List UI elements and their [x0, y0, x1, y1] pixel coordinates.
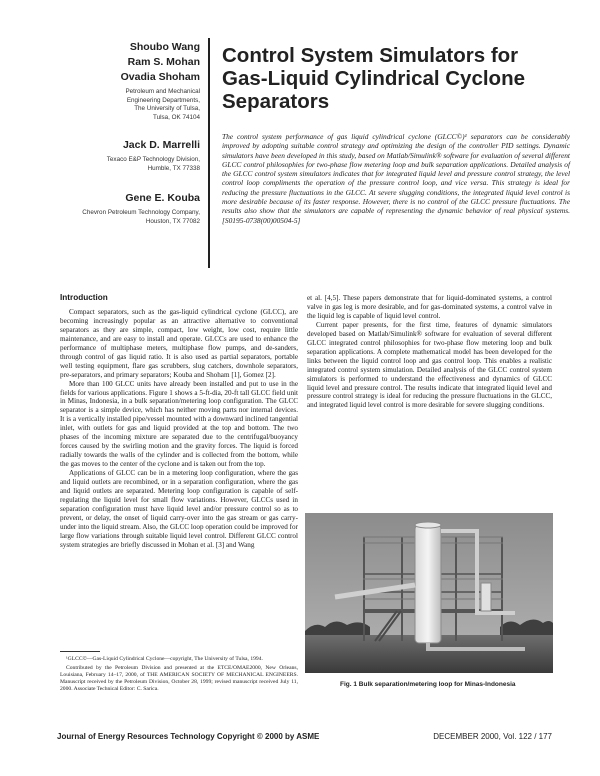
section-heading: Introduction	[60, 293, 108, 302]
author-name: Shoubo Wang	[129, 41, 200, 53]
paragraph: et al. [4,5]. These papers demonstrate that for liquid-dominated systems, a control valve in gas leg is more desirable, and for gas-dominated systems, a control valve in the liquid leg is capable of liquid level control.	[307, 294, 552, 320]
footnote: Contributed by the Petroleum Division and presented at the ETCE/OMAE2000, New Orleans, Louisiana, February 14–17, 2000, of THE AMERICAN SOCIETY OF MECHANICAL ENGINEERS. Manuscript received by the Petroleum Division, October 28, 1999; revised manuscript received July 11, 2000. Associate Technical Editor: C. Sarica.	[60, 664, 298, 692]
author-column	[30, 40, 200, 238]
footer-journal: Journal of Energy Resources Technology Copyright © 2000 by ASME	[57, 732, 320, 741]
paragraph: Current paper presents, for the first time, features of dynamic simulators developed based on Matlab/Simulink® software for evaluation of several different GLCC integrated control philosophies for two-phase flow metering loop and bulk separation applications. A complete mathematical model has been developed for the links between the liquid control loop and gas control loop. This enables a realistic integrated control system simulation. Detailed analysis of the GLCC control system simulators is performed to understand the effectiveness and dynamics of GLCC liquid level and pressure control. The results indicate that integrated liquid level and pressure control strategy is ideal for reducing the pressure fluctuations in the GLCC, and integrated liquid level control is more desirable for severe slugging conditions.	[307, 320, 552, 410]
vertical-divider	[208, 38, 210, 268]
author-name: Gene E. Kouba	[125, 192, 200, 204]
paragraph: More than 100 GLCC units have already been installed and put to use in the fields for various applications. Figure 1 shows a 5-ft-dia, 20-ft tall GLCC field unit in Minas, Indonesia, in a bulk separation/metering loop configuration. The GLCC separator is a simple device, which has neither moving parts nor internal devices. It is a vertically installed pipe/vessel mounted with a downward inclined tangential inlet, with outlets for gas and liquid provided at the top and bottom. The two phases of the incoming mixture are separated due to the centrifugal/buoyancy forces caused by the swirling motion and the gravity forces. The liquid is forced radially towards the walls of the cylinder and is collected from the bottom, while the gas moves to the center of the cyclone and is taken out from the top.	[60, 379, 298, 469]
author-affiliation: Chevron Petroleum Technology Company, Houston, TX 77082	[82, 209, 200, 225]
author-affiliation: Texaco E&P Technology Division, Humble, TX 77338	[106, 156, 200, 172]
paper-title: Control System Simulators for Gas-Liquid Cylindrical Cyclone Separators	[222, 44, 526, 113]
figure-caption: Fig. 1 Bulk separation/metering loop for Minas-Indonesia	[340, 681, 516, 688]
footer-issue: DECEMBER 2000, Vol. 122 / 177	[433, 732, 552, 741]
paragraph: Applications of GLCC can be in a metering loop configuration, where the gas and liquid outlets are recombined, or in a separation configuration, where the gas and liquid outlets are separated. Metering loop configuration is capable of self-regulating the liquid level for small flow variations. However, GLCCs used in separation configuration must have liquid level and/or pressure control so as to prevent, or delay, the onset of liquid carry-over into the gas stream or gas carry-under into the liquid stream. Also, the GLCC loop operation could be improved for large flow variations through suitable liquid level control. Different GLCC control system strategies are briefly discussed in Mohan et al. [3] and Wang	[60, 469, 298, 549]
page-footer	[57, 732, 552, 744]
footnote-rule	[60, 651, 100, 652]
author-affiliation: Petroleum and Mechanical Engineering Departments, The University of Tulsa, Tulsa, OK 74104	[125, 88, 200, 121]
author-block	[30, 138, 200, 173]
author-name: Jack D. Marrelli	[122, 139, 200, 151]
author-name: Ovadia Shoham	[120, 71, 200, 83]
paragraph: Compact separators, such as the gas-liquid cylindrical cyclone (GLCC), are becoming increasingly popular as an attractive alternative to conventional separators as they are simple, compact, low weight, low cost, require little maintenance, and are easy to install and operate. GLCCs are used to enhance the performance of multiphase meters, multiphase flow pumps, and de-sanders, through control of gas liquid ratio. It is also used as partial separators, portable well testing equipment, flare gas scrubbers, slug catchers, downhole separators, pre-separators, and primary separators; Kouba and Shoham [1], Gomez [2].	[60, 307, 298, 379]
author-block	[30, 70, 200, 122]
body-column-left	[60, 294, 298, 550]
author-name: Ram S. Mohan	[127, 56, 200, 68]
figure-photo	[305, 513, 553, 673]
body-column-right	[307, 294, 552, 410]
footnotes	[60, 656, 298, 695]
footnote: ¹GLCC©—Gas-Liquid Cylindrical Cyclone—copyright, The University of Tulsa, 1994.	[66, 656, 263, 662]
author-block	[30, 191, 200, 226]
abstract: The control system performance of gas liquid cylindrical cyclone (GLCC©)¹ separators can be considerably improved by adopting suitable control strategy and optimizing the design of the controller PID settings. Dynamic simulators have been developed in this study, based on Matlab/Simulink® software for evaluation of several different GLCC control philosophies for two-phase flow metering loop and bulk separation applications. Detailed analysis of the GLCC control system simulators indicates that for integrated liquid level and pressure control strategy, the level control loop compliments the operation of the pressure control loop, and vice versa. This strategy is ideal for reducing the pressure fluctuations in the GLCC. At severe slugging conditions, the integrated liquid level control is more desirable because of its faster response. However, there is no control of the GLCC pressure fluctuations. The results also show that the simulators are capable of representing the dynamic behavior of real physical systems. [S0195-0738(00)00504-5]	[222, 132, 570, 225]
figure-illustration	[305, 513, 553, 673]
